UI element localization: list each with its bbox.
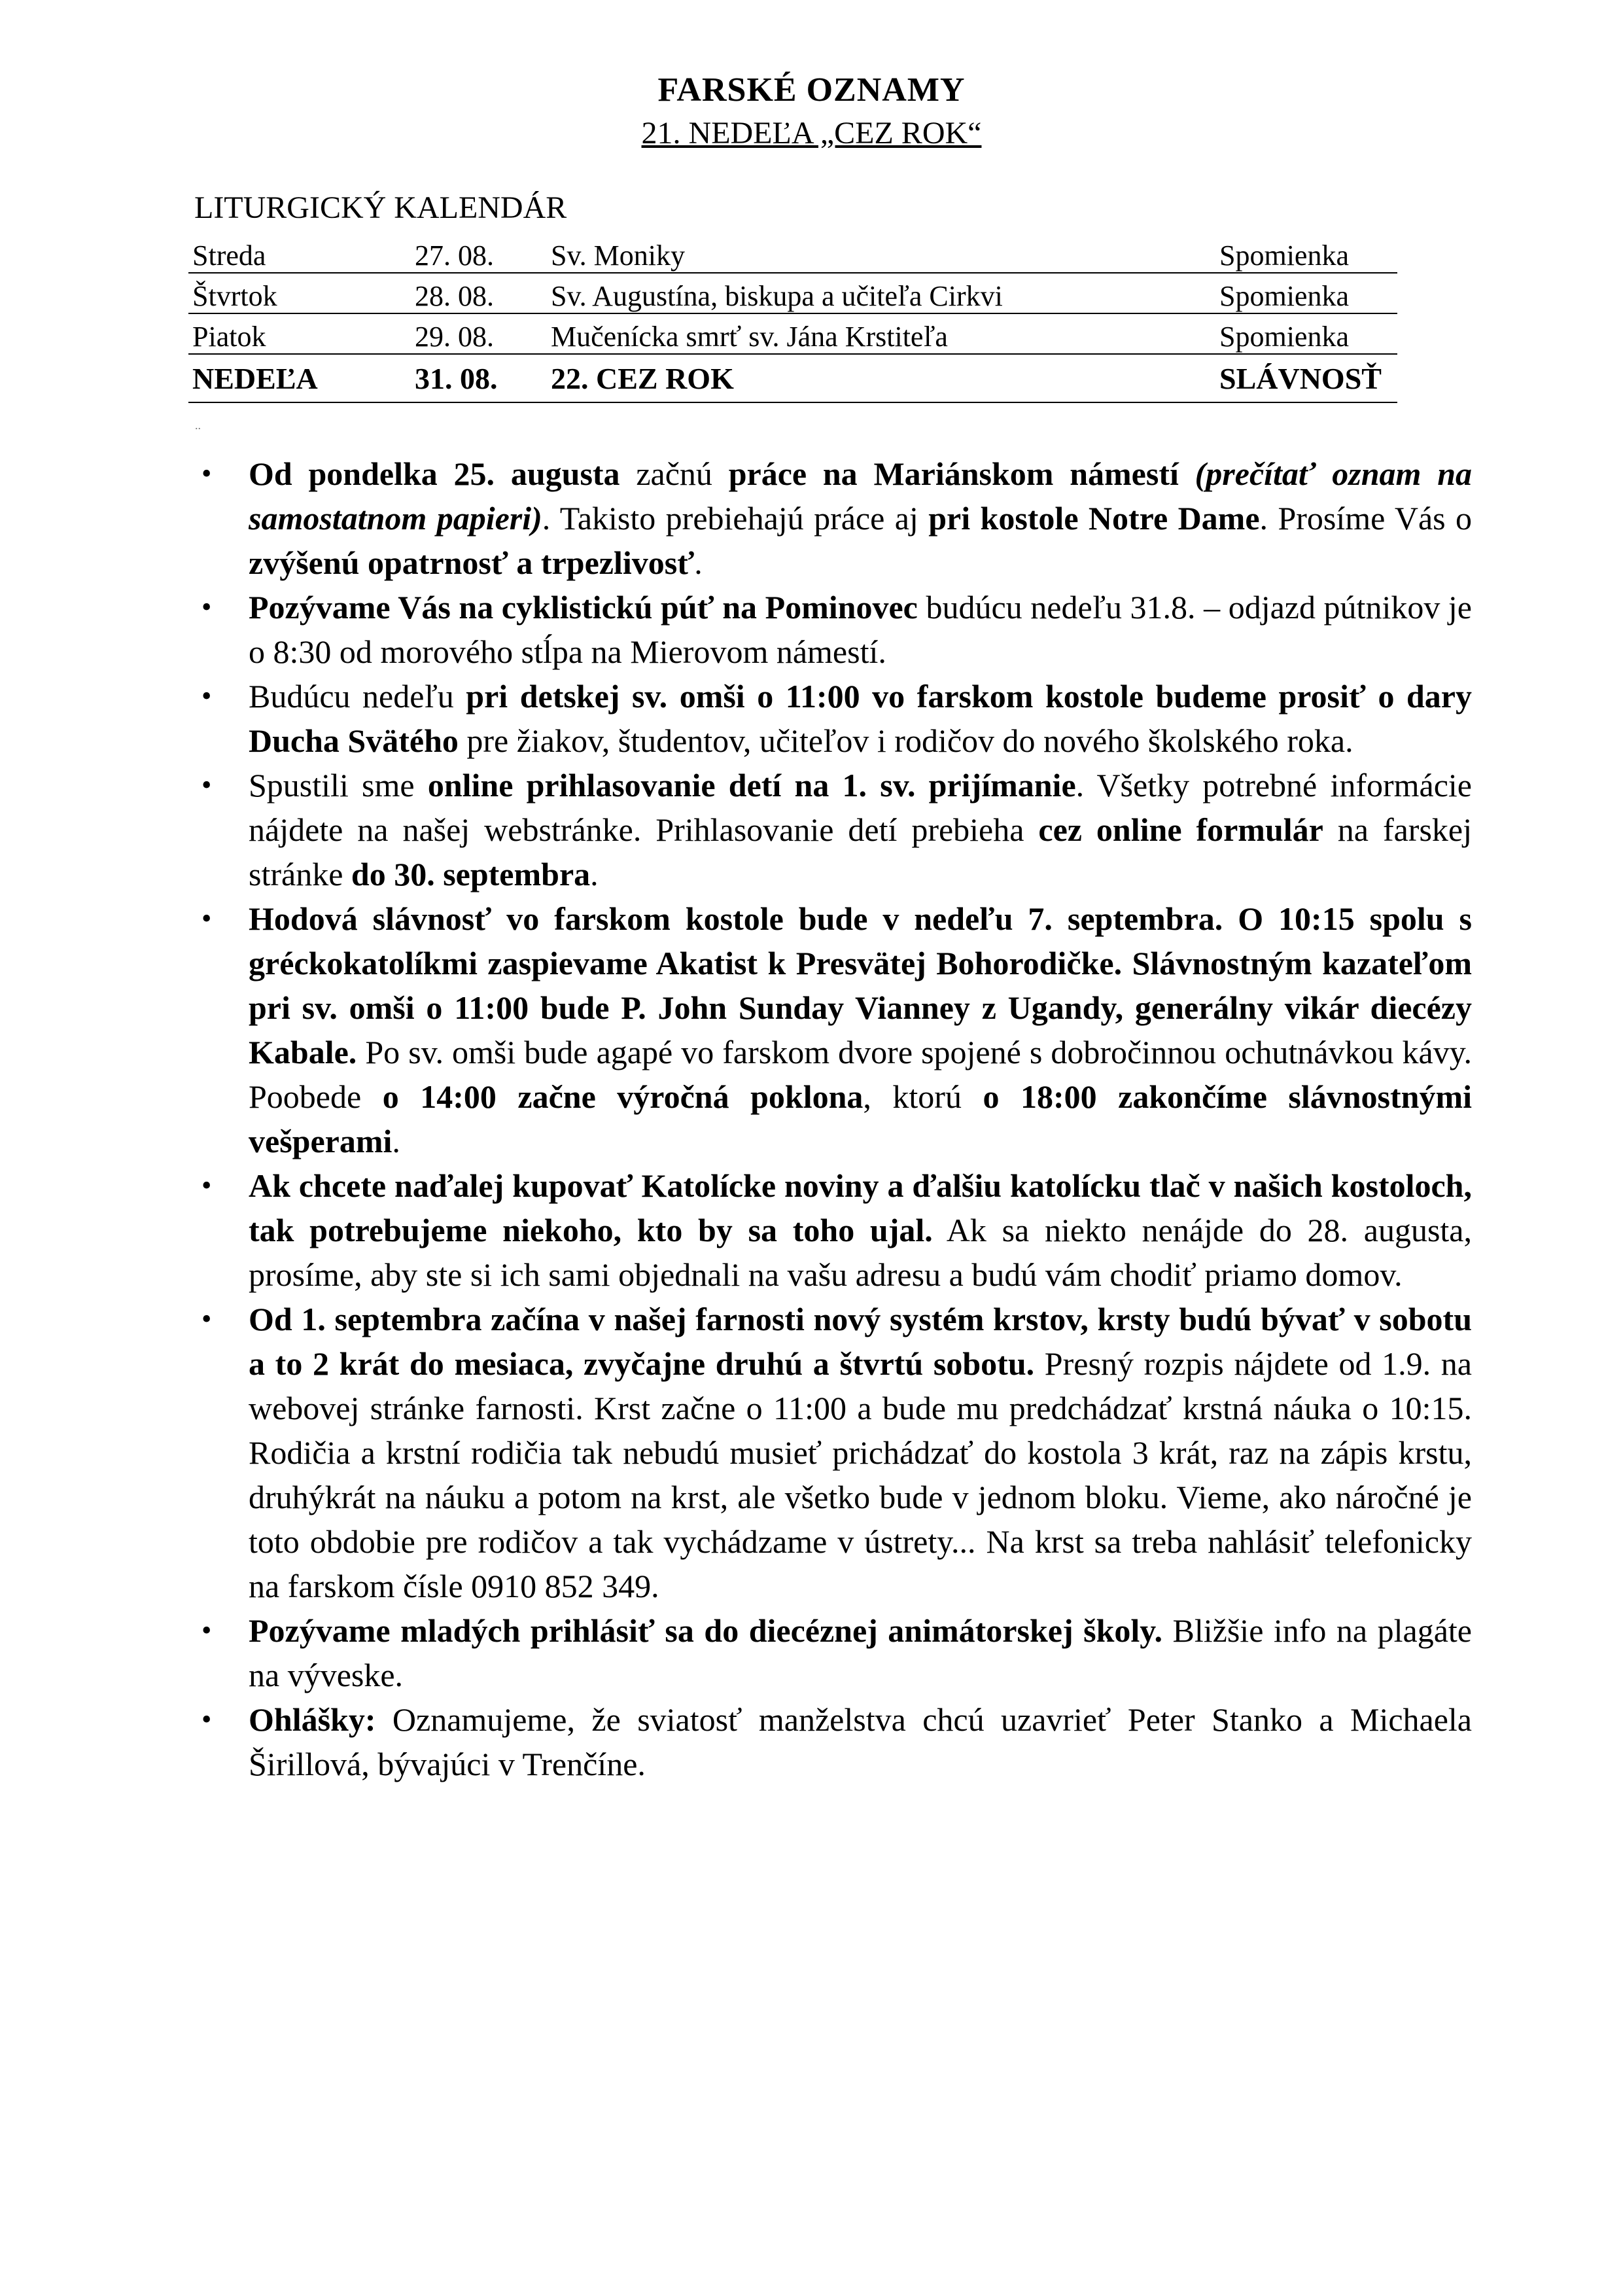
announcement-text: Budúcu nedeľu [249, 678, 466, 715]
announcement-text: , ktorú [863, 1078, 983, 1115]
announcement-item [196, 1297, 1472, 1608]
announcement-text: Od 1. septembra začína v našej farnosti nový systém krstov, krsty budú bývať v sobotu a to 2 krát do mesiaca, zvyčajne druhú a štvrtú sobotu. [249, 1301, 1472, 1382]
calendar-rank: Spomienka [1215, 313, 1397, 354]
announcement-text: začnú [620, 455, 729, 492]
announcement-item [196, 674, 1472, 763]
announcement-text: cez online formulár [1038, 811, 1323, 848]
bullet-icon: • [201, 457, 212, 489]
announcement-text: Od pondelka 25. augusta [249, 455, 620, 492]
announcement-item [196, 1163, 1472, 1297]
calendar-row [188, 233, 1397, 273]
calendar-feast: Sv. Moniky [547, 233, 1215, 273]
announcement-text: Pozývame Vás na cyklistickú púť na Pominovec [249, 589, 918, 626]
calendar-day: NEDEĽA [188, 354, 411, 402]
announcement-text: . [590, 856, 599, 892]
announcement-text: pre žiakov, študentov, učiteľov i rodičov do nového školského roka. [458, 722, 1353, 759]
announcement-item [196, 896, 1472, 1163]
announcement-text: na farskej stránke [249, 811, 1472, 892]
calendar-date: 29. 08. [411, 313, 547, 354]
announcement-text: do 30. septembra [351, 856, 591, 892]
calendar-date: 31. 08. [411, 354, 547, 402]
calendar-row [188, 313, 1397, 354]
document-title: FARSKÉ OZNAMY [657, 71, 966, 109]
announcement-text: Hodová slávnosť vo farskom kostole bude v nedeľu 7. septembra. O 10:15 spolu s gréckokatolíkmi zaspievame Akatist k Presvätej Bohorodičke. Slávnostným kazateľom pri sv. omši o 11:00 bude P. John Sunday Vianney z Ugandy, generálny vikár diecézy Kabale. [249, 900, 1472, 1070]
calendar-day: Piatok [188, 313, 411, 354]
announcement-text: Bližšie info na plagáte na výveske. [249, 1612, 1472, 1693]
bullet-icon: • [201, 1703, 212, 1735]
calendar-rank: SLÁVNOSŤ [1215, 354, 1397, 402]
calendar-row [188, 273, 1397, 313]
stray-mark: .. [195, 419, 201, 432]
bullet-icon: • [201, 769, 212, 801]
announcement-text: Ak chcete naďalej kupovať Katolícke noviny a ďalšiu katolícku tlač v našich kostoloch, tak potrebujeme niekoho, kto by sa toho ujal. [249, 1167, 1472, 1248]
announcement-item [196, 1697, 1472, 1786]
announcement-text: . Prosíme Vás o [1259, 500, 1472, 537]
announcement-text: zvýšenú opatrnosť a trpezlivosť [249, 544, 695, 581]
announcement-text: pri detskej sv. omši o 11:00 vo farskom kostole budeme prosiť o dary Ducha Svätého [249, 678, 1472, 759]
announcement-text: Pozývame mladých prihlásiť sa do diecéznej animátorskej školy. [249, 1612, 1163, 1649]
calendar-row-sunday [188, 354, 1397, 402]
bullet-icon: • [201, 1169, 212, 1201]
calendar-rank: Spomienka [1215, 233, 1397, 273]
announcement-list [196, 451, 1472, 1786]
announcement-text: . [694, 544, 703, 581]
announcement-text: Ak sa niekto nenájde do 28. augusta, prosíme, aby ste si ich sami objednali na vašu adresu a budú vám chodiť priamo domov. [249, 1212, 1472, 1293]
calendar-feast: Sv. Augustína, biskupa a učiteľa Cirkvi [547, 273, 1215, 313]
bullet-icon: • [201, 1303, 212, 1335]
calendar-feast: 22. CEZ ROK [547, 354, 1215, 402]
announcement-text: Presný rozpis nájdete od 1.9. na webovej stránke farnosti. Krst začne o 11:00 a bude mu predchádzať krstná náuka o 10:15. Rodičia a krstní rodičia tak nebudú musieť prichádzať do kostola 3 krát, raz na zápis krstu, druhýkrát na náuku a potom na krst, ale všetko bude v jednom bloku. Vieme, ako náročné je toto obdobie pre rodičov a tak vychádzame v ústrety... Na krst sa treba nahlásiť telefonicky na farskom čísle 0910 852 349. [249, 1345, 1472, 1604]
announcement-text: . Všetky potrebné informácie nájdete na našej webstránke. Prihlasovanie detí prebieha [249, 767, 1473, 848]
announcement-text: Spustili sme [249, 767, 428, 804]
announcement-text: . Takisto prebiehajú práce aj [542, 500, 929, 537]
calendar-date: 28. 08. [411, 273, 547, 313]
announcement-text: Po sv. omši bude agapé vo farskom dvore spojené s dobročinnou ochutnávkou kávy. Poobede [249, 1034, 1472, 1115]
announcement-text: budúcu nedeľu 31.8. – odjazd pútnikov je o 8:30 od morového stĺpa na Mierovom námestí. [249, 589, 1472, 670]
announcement-text: práce na Mariánskom námestí [728, 455, 1179, 492]
announcement-text: o 18:00 zakončíme slávnostnými vešperami [249, 1078, 1473, 1159]
bullet-icon: • [201, 1614, 212, 1646]
announcement-text [1179, 455, 1195, 492]
announcement-text: o 14:00 začne výročná poklona [382, 1078, 864, 1115]
calendar-feast: Mučenícka smrť sv. Jána Krstiteľa [547, 313, 1215, 354]
announcement-text: pri kostole Notre Dame [928, 500, 1260, 537]
announcement-text: . [392, 1123, 400, 1159]
announcement-text: Ohlášky: [249, 1701, 376, 1738]
bullet-icon: • [201, 680, 212, 712]
calendar-day: Štvrtok [188, 273, 411, 313]
liturgical-calendar-table [188, 233, 1397, 403]
bullet-icon: • [201, 902, 212, 934]
calendar-heading: LITURGICKÝ KALENDÁR [194, 190, 567, 225]
calendar-day: Streda [188, 233, 411, 273]
announcement-text: Oznamujeme, že sviatosť manželstva chcú uzavrieť Peter Stanko a Michaela Širillová, bývajúci v Trenčíne. [249, 1701, 1472, 1782]
announcement-text: online prihlasovanie detí na 1. sv. prijímanie [427, 767, 1076, 804]
announcement-item [196, 585, 1472, 674]
announcement-text: (prečítať oznam na samostatnom papieri) [249, 455, 1473, 537]
announcement-item [196, 451, 1472, 585]
calendar-date: 27. 08. [411, 233, 547, 273]
calendar-rank: Spomienka [1215, 273, 1397, 313]
announcement-item [196, 1608, 1472, 1697]
document-subtitle: 21. NEDEĽA „CEZ ROK“ [641, 116, 982, 150]
announcement-item [196, 763, 1472, 896]
bullet-icon: • [201, 591, 212, 623]
